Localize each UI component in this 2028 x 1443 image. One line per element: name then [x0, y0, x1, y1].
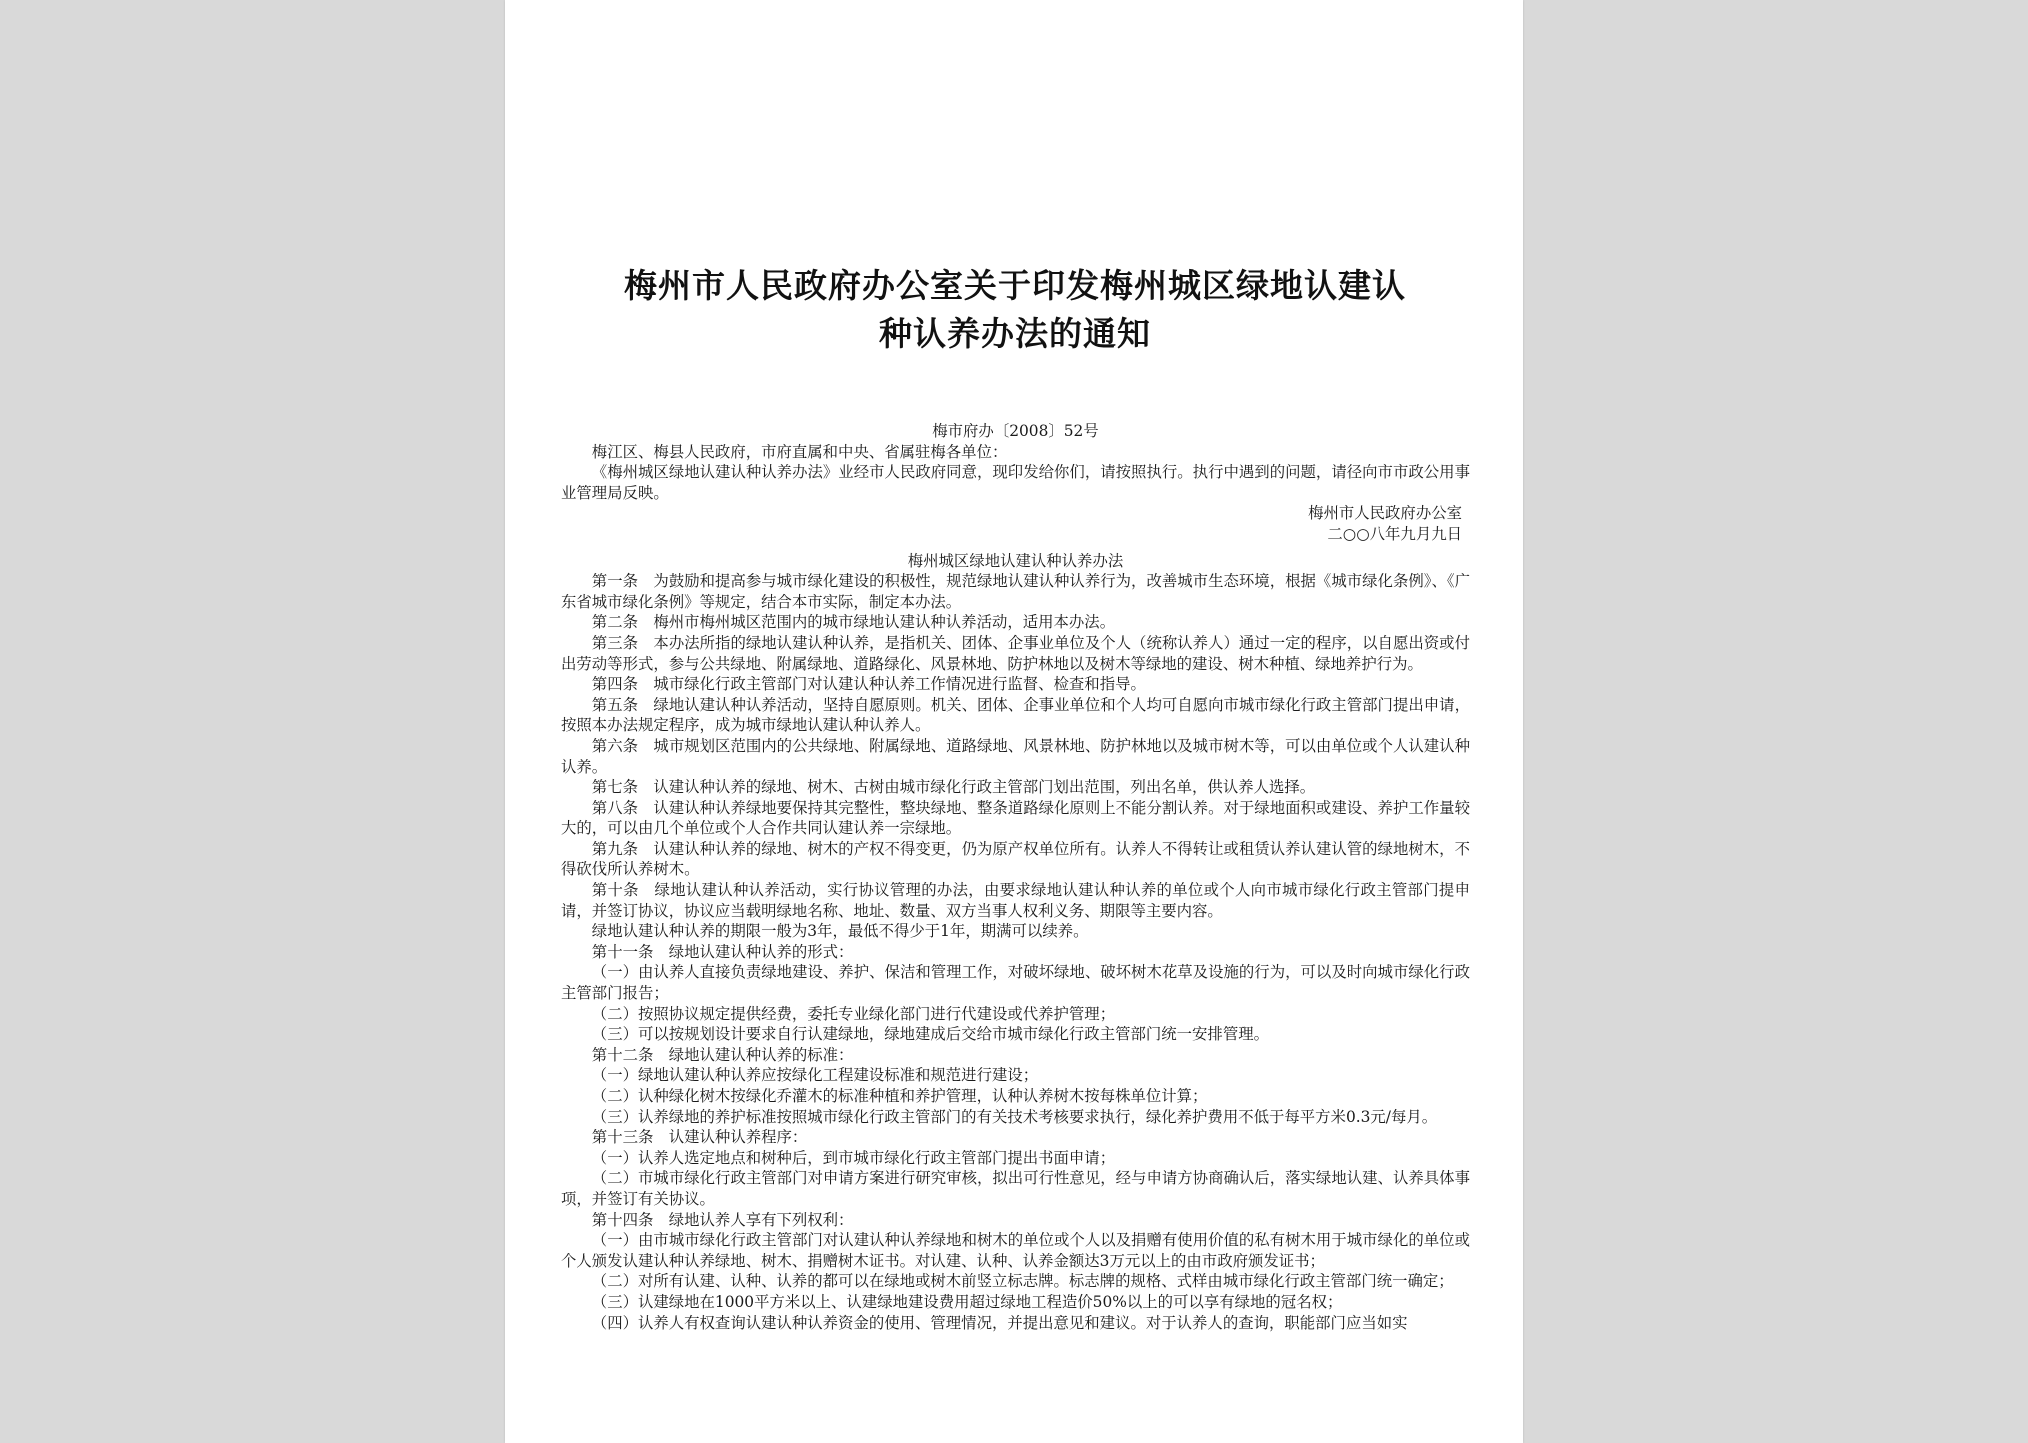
paragraph: 第三条 本办法所指的绿地认建认种认养，是指机关、团体、企事业单位及个人（统称认养人）通过一定的程序，以自愿出资或付出劳动等形式，参与公共绿地、附属绿地、道路绿化、风景林地、防护林地以及树木等绿地的建设、树木种植、绿地养护行为。	[561, 633, 1470, 673]
paragraph: 第七条 认建认种认养的绿地、树木、古树由城市绿化行政主管部门划出范围，列出名单，供认养人选择。	[591, 778, 1316, 797]
paragraph: （一）认养人选定地点和树种后，到市城市绿化行政主管部门提出书面申请；	[591, 1148, 1116, 1167]
notice-text: 《梅州城区绿地认建认种认养办法》业经市人民政府同意，现印发给你们，请按照执行。执行中遇到的问题，请径向市市政公用事业管理局反映。	[561, 463, 1470, 502]
regulation-subtitle: 梅州城区绿地认建认种认养办法	[907, 551, 1124, 570]
paragraph: 第二条 梅州市梅州城区范围内的城市绿地认建认种认养活动，适用本办法。	[591, 613, 1116, 632]
paragraph: （二）对所有认建、认种、认养的都可以在绿地或树木前竖立标志牌。标志牌的规格、式样由城市绿化行政主管部门统一确定；	[591, 1272, 1454, 1291]
paragraph: （二）认种绿化树木按绿化乔灌木的标准种植和养护管理，认种认养树木按每株单位计算；	[591, 1087, 1208, 1105]
paragraph: （一）绿地认建认种认养应按绿化工程建设标准和规范进行建设；	[591, 1066, 1039, 1085]
paragraph: 第十条 绿地认建认种认养活动，实行协议管理的办法，由要求绿地认建认种认养的单位或个人向市城市绿化行政主管部门提申请，并签订协议，协议应当载明绿地名称、地址、数量、双方当事人权利义务、期限等主要内容。	[561, 881, 1470, 920]
paragraph: （三）可以按规划设计要求自行认建绿地，绿地建成后交给市城市绿化行政主管部门统一安排管理。	[591, 1025, 1269, 1044]
addressee: 梅江区、梅县人民政府，市府直属和中央、省属驻梅各单位：	[591, 442, 1008, 461]
paragraph: 第一条 为鼓励和提高参与城市绿化建设的积极性，规范绿地认建认种认养行为，改善城市生态环境，根据《城市绿化条例》、《广东省城市绿化条例》等规定，结合本市实际，制定本办法。	[561, 572, 1470, 611]
paragraph: 第四条 城市绿化行政主管部门对认建认种认养工作情况进行监督、检查和指导。	[591, 675, 1146, 694]
paragraph: （四）认养人有权查询认建认种认养资金的使用、管理情况，并提出意见和建议。对于认养人的查询，职能部门应当如实	[591, 1313, 1408, 1332]
paragraph: 第八条 认建认种认养绿地要保持其完整性，整块绿地、整条道路绿化原则上不能分割认养。对于绿地面积或建设、养护工作量较大的，可以由几个单位或个人合作共同认建认养一宗绿地。	[561, 798, 1470, 838]
title-line-1: 梅州市人民政府办公室关于印发梅州城区绿地认建认	[624, 266, 1406, 305]
title-line-2: 种认养办法的通知	[879, 314, 1151, 353]
paragraph: （三）认建绿地在1000平方米以上、认建绿地建设费用超过绿地工程造价50%以上的可以享有绿地的冠名权；	[591, 1292, 1343, 1311]
paragraph: （二）市城市绿化行政主管部门对申请方案进行研究审核，拟出可行性意见，经与申请方协商确认后，落实绿地认建、认养具体事项，并签订有关协议。	[561, 1169, 1470, 1208]
paragraph: 绿地认建认种认养的期限一般为3年，最低不得少于1年，期满可以续养。	[591, 922, 1089, 941]
paragraph: 第十三条 认建认种认养程序：	[591, 1128, 808, 1147]
paragraph: （一）由市城市绿化行政主管部门对认建认种认养绿地和树木的单位或个人以及捐赠有使用价值的私有树木用于城市绿化的单位或个人颁发认建认种认养绿地、树木、捐赠树木证书。对认建、认种、认养金额达3万元以上的由市政府颁发证书；	[561, 1231, 1470, 1270]
document-body	[561, 421, 1470, 1333]
paragraph: 第九条 认建认种认养的绿地、树木的产权不得变更，仍为原产权单位所有。认养人不得转让或租赁认养认建认管的绿地树木，不得砍伐所认养树木。	[561, 839, 1470, 879]
paragraph: 第十二条 绿地认建认种认养的标准：	[591, 1045, 854, 1064]
document-page	[505, 0, 1523, 1443]
paragraph: （一）由认养人直接负责绿地建设、养护、保洁和管理工作，对破坏绿地、破坏树木花草及设施的行为，可以及时向城市绿化行政主管部门报告；	[561, 963, 1470, 1003]
paragraph: 第十一条 绿地认建认种认养的形式：	[591, 942, 854, 961]
paragraph: 第五条 绿地认建认种认养活动，坚持自愿原则。机关、团体、企事业单位和个人均可自愿向市城市绿化行政主管部门提出申请，按照本办法规定程序，成为城市绿地认建认种认养人。	[561, 695, 1470, 735]
paragraph: （二）按照协议规定提供经费，委托专业绿化部门进行代建设或代养护管理；	[591, 1004, 1116, 1023]
paragraph: 第十四条 绿地认养人享有下列权利：	[591, 1210, 854, 1229]
issue-date: 二○○八年九月九日	[1327, 524, 1462, 543]
document-title	[585, 262, 1445, 358]
issuer: 梅州市人民政府办公室	[1308, 504, 1462, 523]
paragraph: 第六条 城市规划区范围内的公共绿地、附属绿地、道路绿地、风景林地、防护林地以及城市树木等，可以由单位或个人认建认种认养。	[561, 736, 1470, 776]
paragraph: （三）认养绿地的养护标准按照城市绿化行政主管部门的有关技术考核要求执行，绿化养护费用不低于每平方米0.3元/每月。	[591, 1107, 1438, 1126]
document-number: 梅市府办〔2008〕52号	[932, 422, 1099, 440]
